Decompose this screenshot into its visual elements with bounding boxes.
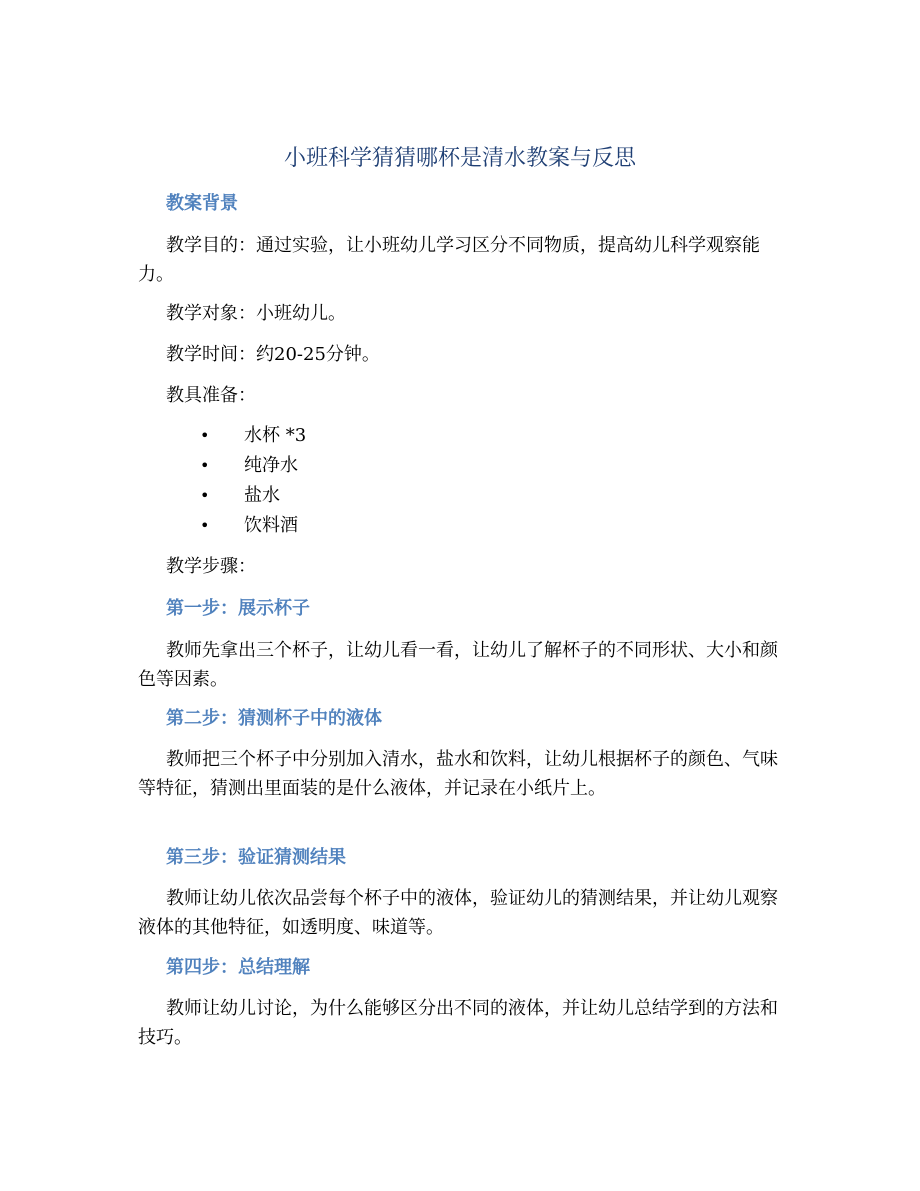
list-item [0, 451, 920, 481]
section-heading-step2: 第二步：猜测杯子中的液体 [166, 708, 382, 729]
paragraph-goal: 教学目的：通过实验，让小班幼儿学习区分不同物质，提高幼儿科学观察能力。 [138, 235, 760, 285]
section-heading-step4: 第四步：总结理解 [166, 957, 310, 978]
bullet-icon: • [200, 426, 210, 445]
list-item-text: 纯净水 [244, 455, 298, 476]
paragraph-step3: 教师让幼儿依次品尝每个杯子中的液体，验证幼儿的猜测结果，并让幼儿观察液体的其他特征，如透明度、味道等。 [138, 888, 778, 938]
list-item [0, 481, 920, 511]
bullet-icon: • [200, 486, 210, 505]
paragraph-steps-label: 教学步骤： [166, 556, 256, 577]
list-item-text: 水杯 *3 [244, 425, 307, 446]
bullet-icon: • [200, 516, 210, 535]
section-heading-step1: 第一步：展示杯子 [166, 598, 310, 619]
paragraph-time: 教学时间：约20-25分钟。 [166, 344, 380, 365]
materials-list [0, 421, 920, 541]
paragraph-step2: 教师把三个杯子中分别加入清水，盐水和饮料，让幼儿根据杯子的颜色、气味等特征，猜测出里面装的是什么液体，并记录在小纸片上。 [138, 749, 778, 799]
list-item [0, 421, 920, 451]
section-heading-step3: 第三步：验证猜测结果 [166, 847, 346, 868]
paragraph-audience: 教学对象：小班幼儿。 [166, 303, 346, 324]
bullet-icon: • [200, 456, 210, 475]
document-title: 小班科学猜猜哪杯是清水教案与反思 [283, 146, 636, 171]
paragraph-step4: 教师让幼儿讨论，为什么能够区分出不同的液体，并让幼儿总结学到的方法和技巧。 [138, 998, 778, 1048]
section-heading-background: 教案背景 [166, 193, 238, 214]
list-item [0, 511, 920, 541]
paragraph-materials-label: 教具准备： [166, 385, 256, 406]
list-item-text: 盐水 [244, 485, 280, 506]
list-item-text: 饮料酒 [244, 515, 298, 536]
paragraph-step1: 教师先拿出三个杯子，让幼儿看一看，让幼儿了解杯子的不同形状、大小和颜色等因素。 [138, 640, 778, 690]
